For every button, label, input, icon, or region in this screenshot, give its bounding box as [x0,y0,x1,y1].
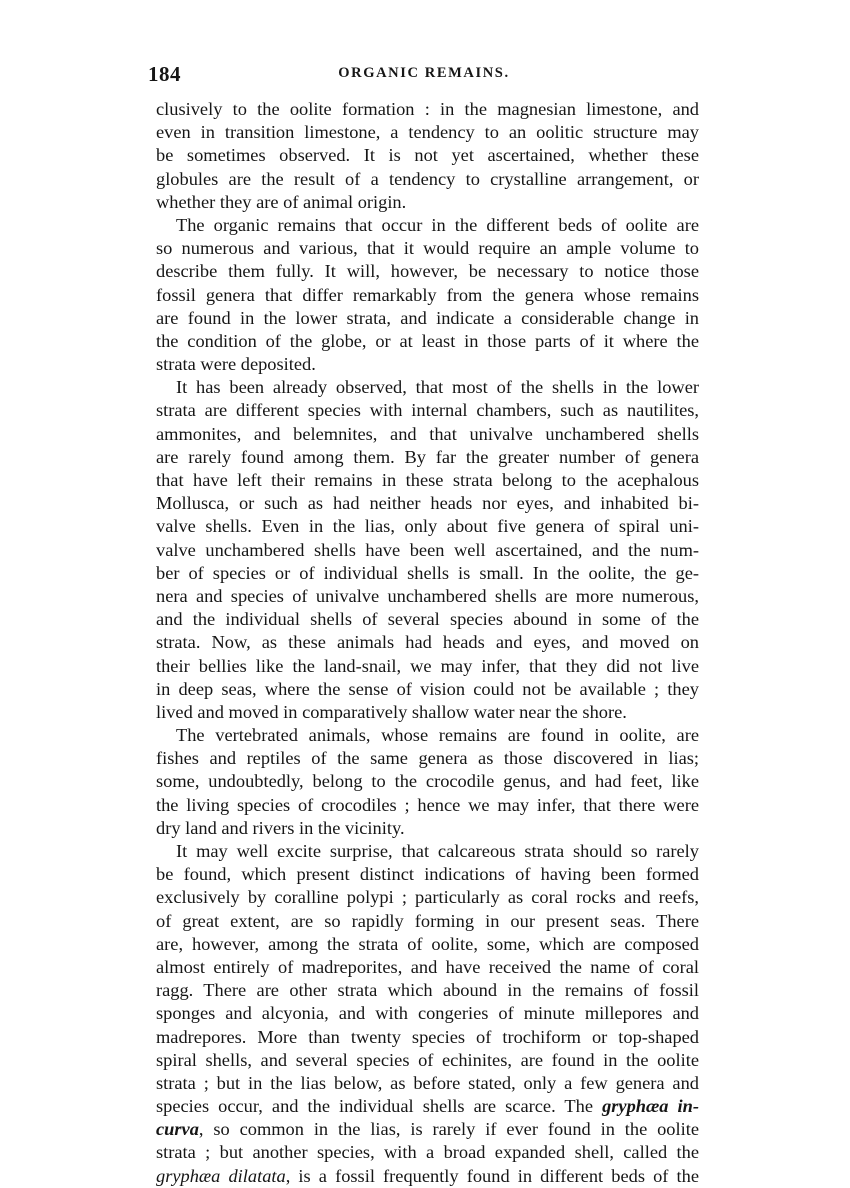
text-line: strata were deposited. [156,354,316,375]
text-line: be found, which present distinct indications of having been formed [156,864,699,885]
text-line: strata. Now, as these animals had heads and eyes, and moved on [156,632,699,653]
text-line: in deep seas, where the sense of vision could not be available ; they [156,678,699,699]
running-title: ORGANIC REMAINS. [338,65,510,81]
text-line: be sometimes observed. It is not yet ascertained, whether these [156,145,699,166]
text-line: exclusively by coralline polypi ; particularly as coral rocks and reefs, [156,887,699,908]
text-line: that have left their remains in these strata belong to the acephalous [156,470,699,490]
text-line: some, undoubtedly, belong to the crocodile genus, and had feet, like [156,771,699,792]
running-head [148,62,700,86]
text-line: fishes and reptiles of the same genera as those discovered in lias; [156,748,699,769]
text-line: fossil genera that differ remarkably from the genera whose remains [156,284,699,305]
text-line: the condition of the globe, or at least in those parts of it where the [156,330,699,351]
text-line: of great extent, are so rapidly forming in our present seas. There [156,910,699,931]
text-line: The organic remains that occur in the different beds of oolite are [176,214,699,235]
text-line: describe them fully. It will, however, be necessary to notice those [156,261,699,282]
text-line: lived and moved in comparatively shallow water near the shore. [156,701,627,722]
text-line: Mollusca, or such as had neither heads nor eyes, and inhabited bi- [156,493,699,514]
text-line: are found in the lower strata, and indicate a considerable change in [156,307,699,328]
text-line: globules are the result of a tendency to crystalline arrangement, or [156,168,699,189]
text-line: The vertebrated animals, whose remains are found in oolite, are [176,725,699,746]
body-text [156,98,699,1188]
text-line: It may well excite surprise, that calcareous strata should so rarely [176,841,699,861]
text-line: strata ; but another species, with a broad expanded shell, called the [156,1142,699,1163]
text-line: even in transition limestone, a tendency to an oolitic structure may [156,122,699,143]
text-line: almost entirely of madreporites, and have received the name of coral [156,956,699,977]
text-line: species occur, and the individual shells are scarce. The gryphæa in- [156,1096,699,1117]
text-line: strata ; but in the lias below, as before stated, only a few genera and [156,1072,699,1093]
page-number: 184 [148,62,181,86]
text-line: gryphæa dilatata, is a fossil frequently found in different beds of the [156,1165,699,1186]
text-line: ragg. There are other strata which abound in the remains of fossil [156,980,699,1001]
text-line: curva, so common in the lias, is rarely if ever found in the oolite [156,1119,699,1140]
text-line: sponges and alcyonia, and with congeries of minute millepores and [156,1003,699,1024]
text-line: dry land and rivers in the vicinity. [156,817,405,838]
text-line: ber of species or of individual shells is small. In the oolite, the ge- [156,562,699,583]
text-line: valve shells. Even in the lias, only about five genera of spiral uni- [156,516,699,537]
text-line: spiral shells, and several species of echinites, are found in the oolite [156,1049,699,1070]
text-line: nera and species of univalve unchambered shells are more numerous, [156,585,699,606]
text-line: strata are different species with internal chambers, such as nautilites, [156,400,699,421]
text-line: and the individual shells of several species abound in some of the [156,609,699,630]
text-line: their bellies like the land-snail, we may infer, that they did not live [156,655,699,676]
text-line: are, however, among the strata of oolite, some, which are composed [156,933,699,954]
text-line: madrepores. More than twenty species of trochiform or top-shaped [156,1026,699,1047]
text-line: ammonites, and belemnites, and that univalve unchambered shells [156,423,699,444]
text-line: are rarely found among them. By far the greater number of genera [156,446,699,467]
text-line: so numerous and various, that it would require an ample volume to [156,238,699,259]
text-line: It has been already observed, that most of the shells in the lower [176,377,699,398]
text-line: whether they are of animal origin. [156,191,407,212]
text-line: valve unchambered shells have been well ascertained, and the num- [156,539,699,560]
text-line: the living species of crocodiles ; hence we may infer, that there were [156,794,699,815]
text-line: clusively to the oolite formation : in the magnesian limestone, and [156,99,699,119]
